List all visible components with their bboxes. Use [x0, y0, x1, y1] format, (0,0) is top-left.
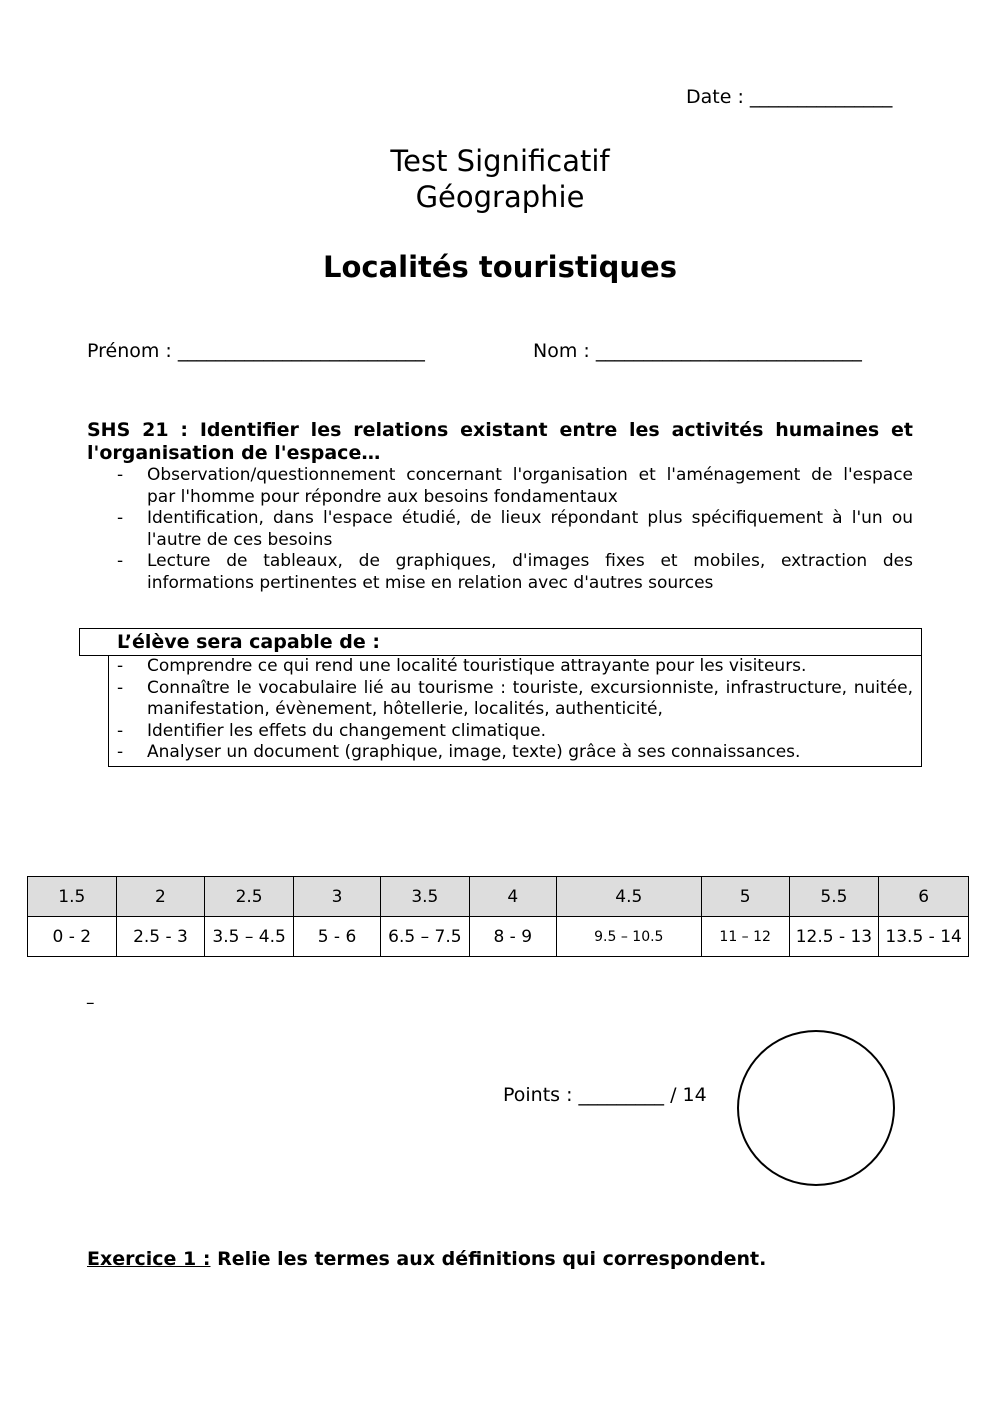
- nom-field[interactable]: Nom : ____________________________: [533, 340, 862, 362]
- objective-heading: SHS 21 : Identifier les relations existant entre les activités humaines et l'organisation de l'espace…: [87, 419, 913, 464]
- points-cell: 8 - 9: [469, 917, 556, 957]
- objective-item-text: Lecture de tableaux, de graphiques, d'images fixes et mobiles, extraction des informations pertinentes et mise en relation avec d'autres sources: [147, 551, 913, 593]
- grade-cell: 4: [469, 877, 556, 917]
- grade-cell: 5.5: [789, 877, 879, 917]
- date-field[interactable]: Date : _______________: [686, 86, 893, 108]
- points-cell: 3.5 – 4.5: [205, 917, 294, 957]
- prenom-field[interactable]: Prénom : __________________________: [87, 340, 425, 362]
- points-cell: 9.5 – 10.5: [556, 917, 701, 957]
- capable-item-text: Analyser un document (graphique, image, texte) grâce à ses connaissances.: [147, 742, 801, 763]
- objective-item-text: Observation/questionnement concernant l'organisation et l'aménagement de l'espace par l'homme pour répondre aux besoins fondamentaux: [147, 465, 913, 507]
- grade-cell: 4.5: [556, 877, 701, 917]
- points-cell: 11 – 12: [701, 917, 789, 957]
- grade-cell: 2.5: [205, 877, 294, 917]
- grade-cell: 5: [701, 877, 789, 917]
- exercise-instruction: [87, 1248, 766, 1270]
- exercise-label: Exercice 1 :: [87, 1248, 211, 1270]
- points-cell: 12.5 - 13: [789, 917, 879, 957]
- capable-item-text: Connaître le vocabulaire lié au tourisme : touriste, excursionniste, infrastructure, nuitée, manifestation, évènement, hôtellerie, localités, authenticité,: [147, 677, 913, 720]
- points-cell: 0 - 2: [28, 917, 117, 957]
- grade-cell: 6: [879, 877, 969, 917]
- points-cell: 2.5 - 3: [116, 917, 205, 957]
- stray-dash: –: [86, 993, 95, 1013]
- objective-item: - Lecture de tableaux, de graphiques, d'images fixes et mobiles, extraction des informations pertinentes et mise en relation avec d'autres sources: [117, 551, 913, 593]
- subject-title: Localités touristiques: [322, 250, 677, 284]
- objective-item: - Observation/questionnement concernant l'organisation et l'aménagement de l'espace par l'homme pour répondre aux besoins fondamentaux: [117, 465, 913, 507]
- capable-heading: L’élève sera capable de :: [79, 628, 922, 656]
- grade-row: [28, 877, 969, 917]
- grade-cell: 2: [116, 877, 205, 917]
- doc-subtitle: Géographie: [415, 180, 585, 214]
- capable-item: - Analyser un document (graphique, image, texte) grâce à ses connaissances.: [117, 742, 801, 763]
- capable-item: - Comprendre ce qui rend une localité touristique attrayante pour les visiteurs.: [117, 656, 807, 676]
- objective-list: [87, 465, 913, 595]
- grade-cell: 3: [293, 877, 380, 917]
- capable-item-text: Comprendre ce qui rend une localité touristique attrayante pour les visiteurs.: [147, 656, 807, 676]
- capable-item-text: Identifier les effets du changement climatique.: [147, 720, 546, 741]
- grade-cell: 3.5: [381, 877, 470, 917]
- points-field[interactable]: Points : _________ / 14: [503, 1084, 707, 1106]
- objective-item: - Identification, dans l'espace étudié, de lieux répondant plus spécifiquement à l'un ou l'autre de ces besoins: [117, 508, 913, 550]
- exercise-text: Relie les termes aux définitions qui correspondent.: [210, 1248, 767, 1270]
- points-row: [28, 917, 969, 957]
- grade-circle[interactable]: [737, 1030, 895, 1186]
- capable-item: - Identifier les effets du changement climatique.: [117, 720, 546, 741]
- points-cell: 13.5 - 14: [879, 917, 969, 957]
- doc-title: Test Significatif: [390, 144, 610, 178]
- points-cell: 6.5 – 7.5: [381, 917, 470, 957]
- grade-cell: 1.5: [28, 877, 117, 917]
- points-cell: 5 - 6: [293, 917, 380, 957]
- objective-item-text: Identification, dans l'espace étudié, de lieux répondant plus spécifiquement à l'un ou l'autre de ces besoins: [147, 508, 913, 550]
- capable-item: - Connaître le vocabulaire lié au tourisme : touriste, excursionniste, infrastructure, nuitée, manifestation, évènement, hôtellerie, localités, authenticité,: [117, 677, 913, 720]
- capable-list: [87, 656, 913, 764]
- grading-scale-table: [27, 876, 969, 957]
